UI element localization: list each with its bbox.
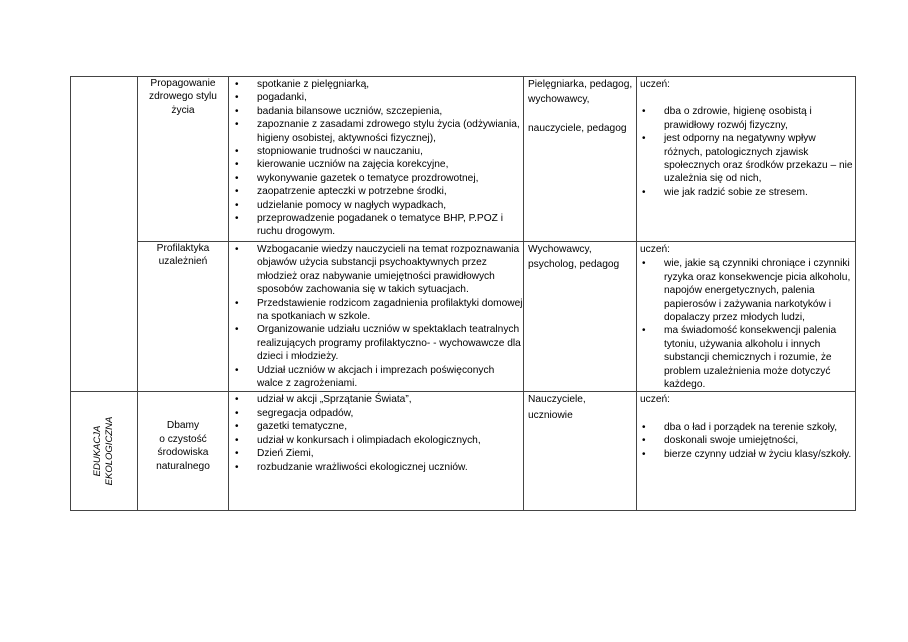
topic-cell (138, 242, 229, 392)
responsible-line: psycholog, pedagog (528, 259, 620, 271)
effects-cell (637, 242, 856, 392)
topic-line: życia (171, 104, 195, 116)
responsible-line: Nauczyciele, (528, 394, 586, 406)
list-item: • bierze czynny udział w życiu klasy/szkoły. (640, 448, 853, 461)
list-item: • segregacja odpadów, (233, 407, 523, 420)
list-item: • przeprowadzenie pogadanek o tematyce BHP, P.POZ i ruchu drogowym. (233, 212, 523, 239)
tasks-list (233, 243, 523, 390)
effects-list (640, 257, 853, 391)
list-item: • Przedstawienie rodzicom zagadnienia profilaktyki domowej na spotkaniach w szkole. (233, 297, 523, 324)
program-table (70, 76, 856, 511)
list-item: • udzielanie pomocy w nagłych wypadkach, (233, 199, 523, 212)
topic-line: zdrowego stylu (149, 91, 217, 103)
table-row (71, 392, 856, 511)
list-item: • badania bilansowe uczniów, szczepienia, (233, 105, 523, 118)
responsible-line: Wychowawcy, (528, 244, 592, 255)
tasks-list (233, 78, 523, 239)
list-item: • rozbudzanie wrażliwości ekologicznej uczniów. (233, 461, 523, 474)
tasks-cell (229, 392, 524, 511)
area-cell-empty (71, 77, 138, 392)
responsible-line: Pielęgniarka, pedagog, (528, 79, 633, 90)
area-label (92, 417, 116, 486)
table-row (71, 77, 856, 242)
area-label-line: EKOLOGICZNA (104, 417, 115, 486)
list-item: • udział w konkursach i olimpiadach ekologicznych, (233, 434, 523, 447)
topic-line: Propagowanie (150, 78, 216, 89)
effects-cell (637, 77, 856, 242)
list-item: • kierowanie uczniów na zajęcia korekcyjne, (233, 158, 523, 171)
responsible-cell (524, 77, 637, 242)
list-item: • wie jak radzić sobie ze stresem. (640, 186, 853, 199)
list-item: • ma świadomość konsekwencji palenia tytoniu, używania alkoholu i innych substancji chemicznych i rozumie, że problem uzależnienia może dotyczyć każdego. (640, 324, 853, 391)
topic-line: środowiska (157, 447, 209, 459)
responsible-cell (524, 242, 637, 392)
topic-line: Dbamy (166, 420, 200, 432)
responsible-cell (524, 392, 637, 511)
topic-line: naturalnego (156, 460, 210, 472)
spacer (640, 407, 853, 420)
effects-cell (637, 392, 856, 511)
responsible-line: nauczyciele, pedagog (528, 122, 627, 134)
tasks-cell (229, 242, 524, 392)
list-item: • dba o zdrowie, higienę osobistą i prawidłowy rozwój fizyczny, (640, 105, 853, 132)
list-item: • jest odporny na negatywny wpływ różnych, patologicznych zjawisk społecznych oraz środków przekazu – nie uzależnia się od nich, (640, 132, 853, 186)
effects-list (640, 421, 853, 461)
list-item: • zapoznanie z zasadami zdrowego stylu życia (odżywiania, higieny osobistej, aktywności fizycznej), (233, 118, 523, 145)
list-item: • wie, jakie są czynniki chroniące i czynniki ryzyka oraz konsekwencje picia alkoholu, napojów energetycznych, palenia papierosów i zażywania narkotyków i dopalaczy przez młodych ludzi, (640, 257, 853, 324)
list-item: • pogadanki, (233, 91, 523, 104)
list-item: • doskonali swoje umiejętności, (640, 434, 853, 447)
topic-cell (138, 392, 229, 511)
list-item: • spotkanie z pielęgniarką, (233, 78, 523, 91)
list-item: • udział w akcji „Sprzątanie Świata”, (233, 393, 523, 406)
list-item: • wykonywanie gazetek o tematyce prozdrowotnej, (233, 172, 523, 185)
list-item: • Organizowanie udziału uczniów w spektaklach teatralnych realizujących programy profilaktyczno- - wychowawcze dla dzieci i młodzieży. (233, 323, 523, 363)
topic-line: o czystość (159, 433, 207, 445)
list-item: • gazetki tematyczne, (233, 420, 523, 433)
area-label-line: EDUKACJA (92, 426, 103, 477)
table-row (71, 242, 856, 392)
topic-cell (138, 77, 229, 242)
responsible-line: uczniowie (528, 409, 573, 421)
tasks-cell (229, 77, 524, 242)
effects-title: uczeń: (640, 394, 671, 406)
responsible-line: wychowawcy, (528, 94, 590, 106)
effects-title: uczeń: (640, 79, 671, 90)
spacer (640, 91, 853, 104)
effects-title: uczeń: (640, 244, 671, 255)
topic-line: uzależnień (158, 256, 208, 268)
list-item: • Udział uczniów w akcjach i imprezach poświęconych walce z zagrożeniami. (233, 364, 523, 391)
list-item: • Dzień Ziemi, (233, 447, 523, 460)
topic-line: Profilaktyka (156, 243, 210, 254)
area-cell (71, 392, 138, 511)
list-item: • dba o ład i porządek na terenie szkoły, (640, 421, 853, 434)
tasks-list (233, 393, 523, 473)
list-item: • Wzbogacanie wiedzy nauczycieli na temat rozpoznawania objawów użycia substancji psychoaktywnych przez młodzież oraz nabywanie umiejętności prawidłowych sposobów zachowania się w takich sytuacjach. (233, 243, 523, 297)
effects-list (640, 105, 853, 199)
list-item: • stopniowanie trudności w nauczaniu, (233, 145, 523, 158)
list-item: • zaopatrzenie apteczki w potrzebne środki, (233, 185, 523, 198)
responsible-gap (528, 107, 634, 120)
